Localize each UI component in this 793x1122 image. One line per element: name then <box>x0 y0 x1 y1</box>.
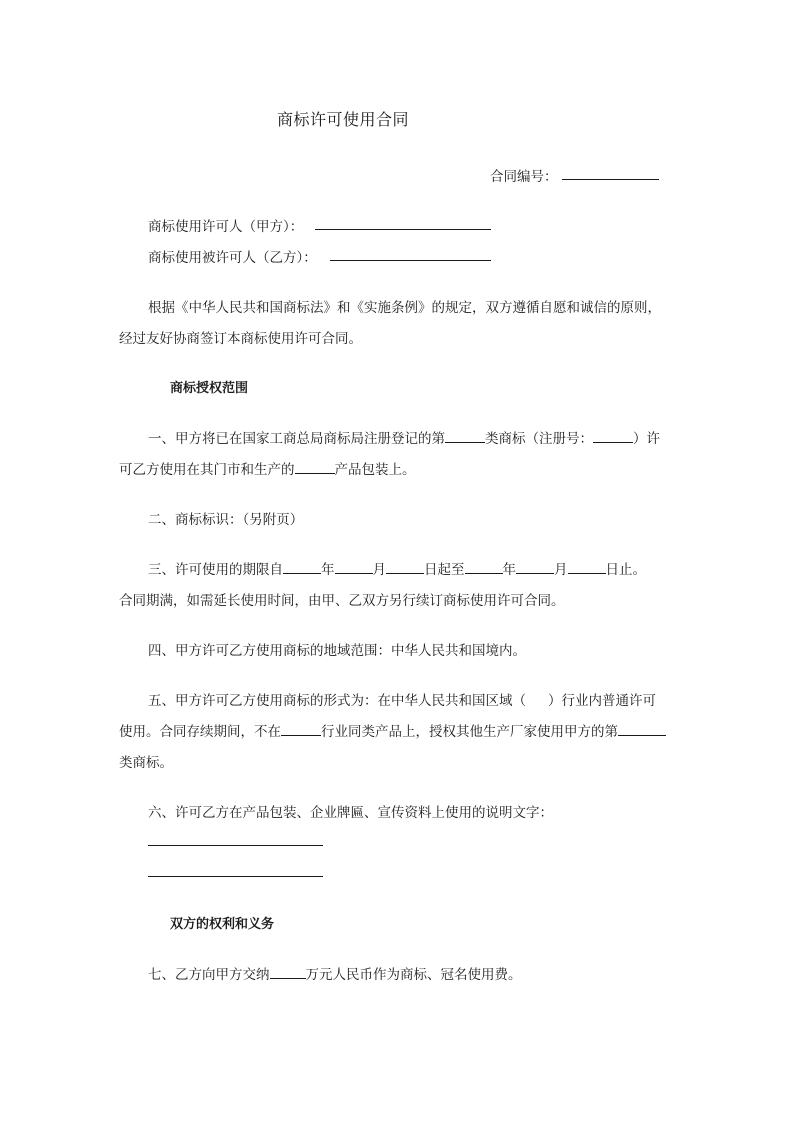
licensee-label: 商标使用被许可人（乙方）： <box>148 250 317 266</box>
page-title: 商标许可使用合同 <box>277 110 410 129</box>
end-year-blank <box>465 559 503 574</box>
registration-number-blank <box>593 428 633 443</box>
contract-number-blank <box>562 179 659 180</box>
clause-2: 二、商标标识：（另附页） <box>148 512 304 528</box>
clause-3-line-2: 合同期满，如需延长使用时间，由甲、乙双方另行续订商标使用许可合同。 <box>119 593 565 609</box>
industry-blank <box>281 721 321 736</box>
class-number-blank-2 <box>618 721 666 736</box>
start-day-blank <box>386 559 424 574</box>
month-label-2: 月 <box>554 562 568 578</box>
clause-3-line-1 <box>148 558 646 578</box>
contract-number-label: 合同编号： <box>490 169 558 185</box>
licensor-label: 商标使用许可人（甲方）： <box>148 219 304 235</box>
licensor-blank <box>315 229 491 230</box>
intro-line-2: 经过友好协商签订本商标使用许可合同。 <box>119 331 362 347</box>
month-label: 月 <box>372 562 386 578</box>
day-from-label: 日起至 <box>424 562 465 578</box>
end-month-blank <box>516 559 554 574</box>
clause-1-text-b: 类商标（注册号： <box>485 431 593 447</box>
clause-5-text-c: 使用。合同存续期间，不在 <box>119 724 281 740</box>
year-label-2: 年 <box>502 562 516 578</box>
start-year-blank <box>283 559 321 574</box>
licensee-blank <box>330 260 491 261</box>
clause-5-line-2 <box>119 720 666 740</box>
clause-5-text-b: ）行业内普通许可 <box>548 693 656 709</box>
product-blank <box>295 459 335 474</box>
clause-5-line-1 <box>148 689 656 709</box>
day-to-label: 日止。 <box>605 562 646 578</box>
description-blank-1 <box>148 845 323 846</box>
clause-1-line-1 <box>148 427 660 447</box>
class-number-blank <box>445 428 485 443</box>
clause-5-line-3: 类商标。 <box>119 755 173 771</box>
clause-3-text-a: 三、许可使用的期限自 <box>148 562 283 578</box>
clause-1-text-c: ）许 <box>633 431 660 447</box>
clause-1-text-e: 产品包装上。 <box>334 462 416 478</box>
clause-6: 六、许可乙方在产品包装、企业牌匾、宣传资料上使用的说明文字： <box>148 805 553 821</box>
section-heading-scope: 商标授权范围 <box>170 381 249 396</box>
clause-1-text-d: 可乙方使用在其门市和生产的 <box>119 462 295 478</box>
clause-5-text-d: 行业同类产品上，授权其他生产厂家使用甲方的第 <box>321 724 618 740</box>
intro-line-1: 根据《中华人民共和国商标法》和《实施条例》的规定，双方遵循自愿和诚信的原则， <box>148 300 661 316</box>
clause-7-text-b: 万元人民币作为商标、冠名使用费。 <box>305 967 522 983</box>
clause-1-line-2 <box>119 458 416 478</box>
clause-1-text-a: 一、甲方将已在国家工商总局商标局注册登记的第 <box>148 431 445 447</box>
start-month-blank <box>335 559 373 574</box>
clause-4: 四、甲方许可乙方使用商标的地域范围：中华人民共和国境内。 <box>148 643 526 659</box>
clause-7-text-a: 七、乙方向甲方交纳 <box>148 967 270 983</box>
year-label: 年 <box>321 562 335 578</box>
section-heading-rights: 双方的权利和义务 <box>170 917 275 932</box>
clause-5-text-a: 五、甲方许可乙方使用商标的形式为：在中华人民共和国区域（ <box>148 693 526 709</box>
description-blank-2 <box>148 876 323 877</box>
end-day-blank <box>568 559 606 574</box>
fee-blank <box>270 964 306 979</box>
clause-7 <box>148 963 522 983</box>
